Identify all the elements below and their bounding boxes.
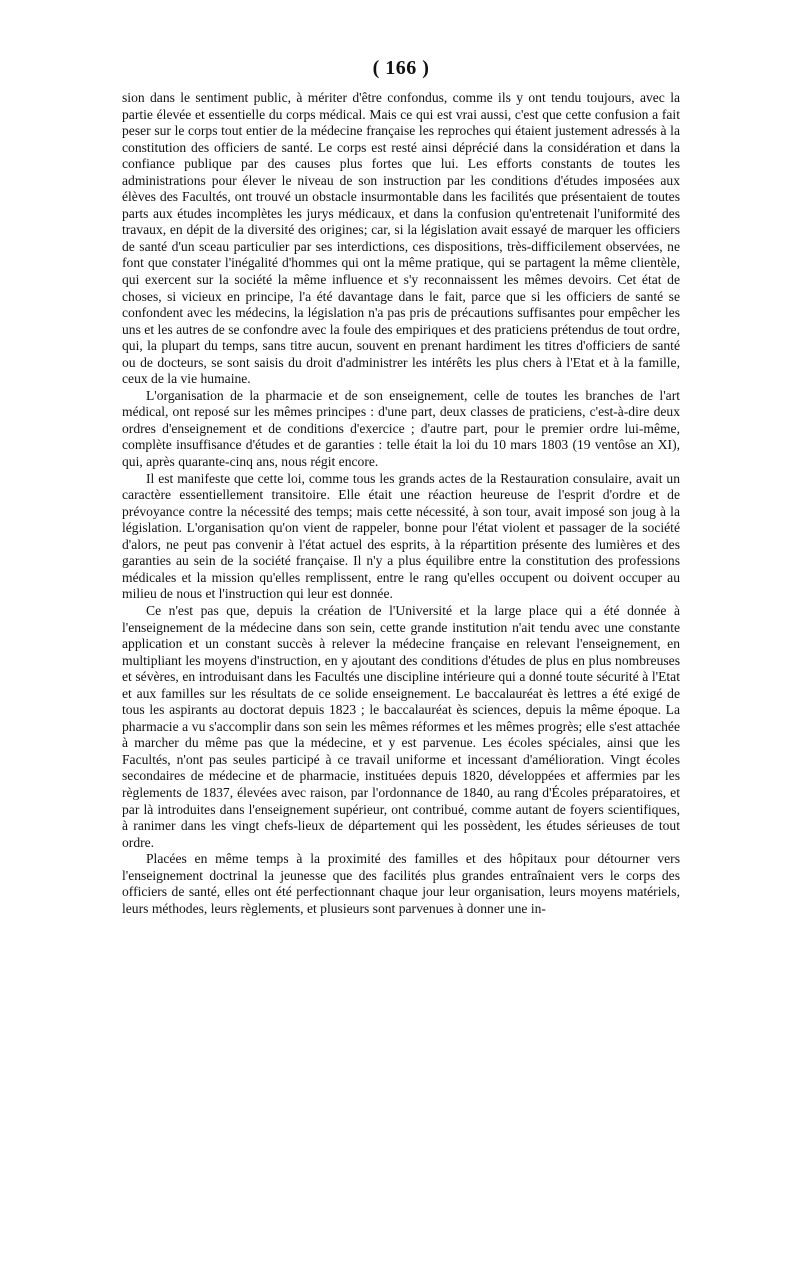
page-number: ( 166 ) — [372, 57, 430, 79]
paragraph-5: Placées en même temps à la proximité des familles et des hôpitaux pour détourner vers l'enseignement doctrinal la jeunesse que des facilités plus grandes entraînaient vers le corps des officiers de santé, elles ont été perfectionnant chaque jour leur organisation, leurs moyens matériels, leurs méthodes, leurs règlements, et plusieurs sont parvenues à donner une in- — [122, 851, 680, 916]
paragraph-2: L'organisation de la pharmacie et de son enseignement, celle de toutes les branches de l'art médical, ont reposé sur les mêmes principes : d'une part, deux classes de praticiens, c'est-à-dire deux ordres d'enseignement et de conditions d'exercice ; d'autre part, pour le premier ordre lui-même, complète insuffisance d'études et de garanties : telle était la loi du 10 mars 1803 (19 ventôse an XI), qui, après quarante-cinq ans, nous régit encore. — [122, 387, 680, 470]
paragraph-4: Ce n'est pas que, depuis la création de l'Université et la large place qui a été donnée à l'enseignement de la médecine dans son sein, cette grande institution n'ait tendu avec une constante application et un constant succès à relever la médecine française en relevant l'enseignement, en multipliant les moyens d'instruction, en y ajoutant des conditions d'études de plus en plus nombreuses et sévères, en introduisant dans les Facultés une discipline intérieure qui a donné toute sécurité à l'Etat et aux familles sur les résultats de ce solide enseignement. Le baccalauréat ès lettres a été exigé de tous les aspirants au doctorat depuis 1823 ; le baccalauréat ès sciences, depuis la même époque. La pharmacie a vu s'accomplir dans son sein les mêmes réformes et les mêmes progrès; elle s'est attachée à marcher du même pas que la médecine, et y est parvenue. Les écoles spéciales, ainsi que les Facultés, n'ont pas seules participé à ce travail uniforme et incessant d'amélioration. Vingt écoles secondaires de médecine et de pharmacie, instituées depuis 1820, développées et affermies par les règlements de 1837, élevées avec raison, par l'ordonnance de 1840, au rang d'Écoles préparatoires, et par là introduites dans l'enseignement supérieur, ont contribué, comme autant de foyers scientifiques, à ranimer dans les vingt chefs-lieux de département qui les possèdent, les études sérieuses de tout ordre. — [122, 602, 680, 850]
paragraph-1: sion dans le sentiment public, à mériter d'être confondus, comme ils y ont tendu toujours, avec la partie élevée et essentielle du corps médical. Mais ce qui est vrai aussi, c'est que cette confusion a fait peser sur le corps tout entier de la médecine française les reproches qui étaient justement adressés à la constitution des officiers de santé. Le corps est resté ainsi déprécié dans la considération et dans la confiance publique par des causes plus fortes que lui. Les efforts constants de toutes les administrations pour élever le niveau de son instruction par les conditions d'études imposées aux élèves des Facultés, ont trouvé un obstacle insurmontable dans les facilités que présentaient de toutes parts aux études incomplètes les jurys médicaux, et dans la confusion qu'entretenait l'uniformité des travaux, en dépit de la diversité des origines; car, si la législation avait essayé de marquer les officiers de santé d'un sceau particulier par ses interdictions, ces dispositions, très-difficilement observées, ne font que constater l'inégalité d'hommes qui ont la même pratique, qui se partagent la même clientèle, qui exercent sur la société la même influence et s'y reconnaissent les mêmes devoirs. Cet état de choses, si vicieux en principe, l'a été davantage dans le fait, parce que si les officiers de santé se confondent avec les médecins, la législation n'a pas pris de précautions suffisantes pour empêcher les uns et les autres de se confondre avec la foule des empiriques et des praticiens prétendus de tout ordre, qui, la plupart du temps, sans titre aucun, souvent en prenant hardiment les titres d'officiers de santé ou de docteurs, se sont saisis du droit d'administrer les intérêts les plus chers à l'Etat et à la famille, ceux de la vie humaine. — [122, 90, 680, 387]
paragraph-3: Il est manifeste que cette loi, comme tous les grands actes de la Restauration consulaire, avait un caractère essentiellement transitoire. Elle était une réaction heureuse de l'esprit d'ordre et de prévoyance contre la nécessité des temps; mais cette nécessité, à son tour, avait imposé son joug à la législation. L'organisation qu'on vient de rappeler, bonne pour l'état violent et passager de la société d'alors, ne peut pas convenir à l'état actuel des esprits, à la répartition présente des lumières et des garanties au sein de la société française. Il n'y a plus équilibre entre la constitution des professions médicales et la mission qu'elles remplissent, entre le rang qu'elles occupent ou doivent occuper au milieu de nous et l'instruction qui leur est donnée. — [122, 470, 680, 602]
book-page — [122, 56, 680, 917]
